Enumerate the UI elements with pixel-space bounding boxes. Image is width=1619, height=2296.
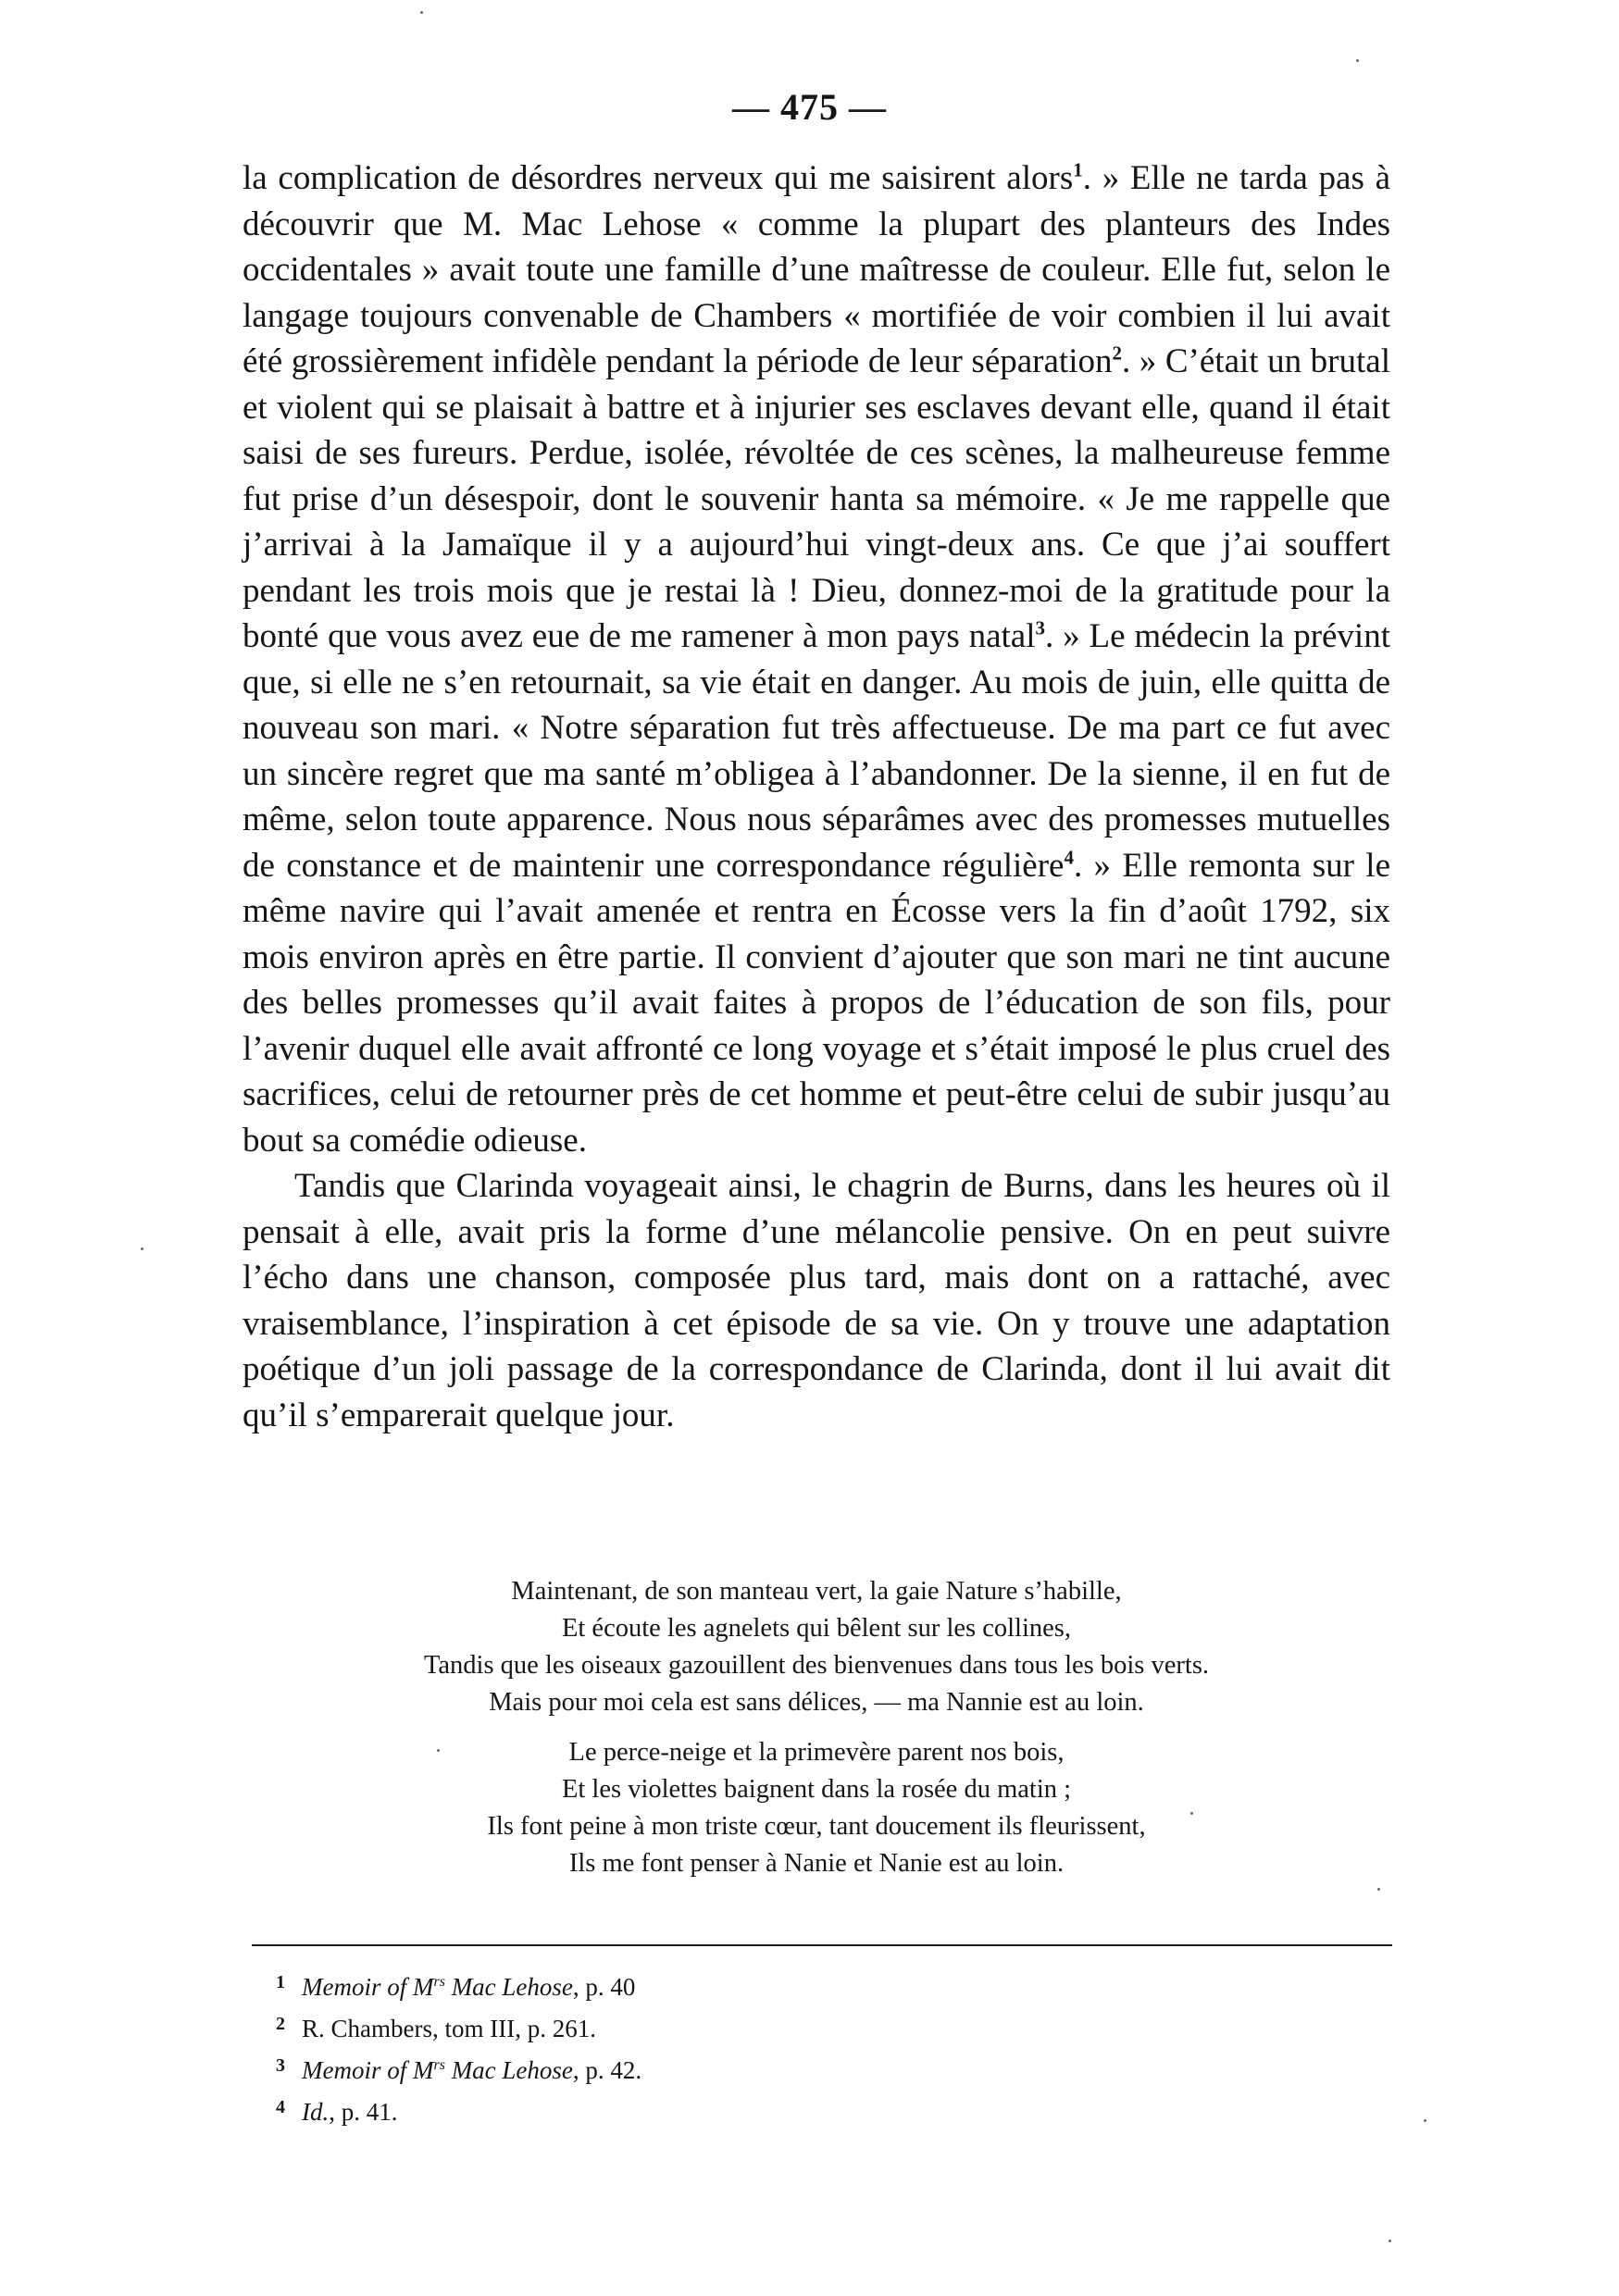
scan-speck: [1190, 1812, 1193, 1815]
scan-speck: [437, 1749, 440, 1752]
footnote-title: Id.: [302, 2098, 330, 2126]
footnotes: [276, 1964, 1202, 2130]
footnote-ref-text: , p. 41.: [329, 2098, 398, 2126]
footnote-divider: [252, 1944, 1392, 1946]
footnote-ref-text: , p. 40: [572, 1973, 636, 2001]
footnote-number: 1: [276, 1972, 285, 1992]
footnote-title-sup: rs: [433, 1974, 445, 1990]
page-number: — 475 —: [732, 86, 887, 128]
footnote-title: Memoir of M: [302, 2056, 434, 2084]
footnote-title-cont: Mac Lehose: [444, 1973, 573, 2001]
footnote-2: [276, 2005, 1202, 2047]
footnote-ref-3: 3: [1035, 616, 1046, 639]
poem-stanza-1: [243, 1573, 1390, 1721]
scan-speck: [1377, 1888, 1380, 1891]
poem-line: Et les violettes baignent dans la rosée du matin ;: [561, 1775, 1072, 1804]
paragraph-1-part-5: . » Elle remonta sur le même navire qui l’avait amenée et rentra en Écosse vers la fin d’août 1792, six mois environ après en être partie. Il convient d’ajouter que son mari ne tint aucune des belles promesses qu’il avait faites à propos de l’éducation de son fils, pour l’avenir duquel elle avait affronté ce long voyage et s’était imposé le plus cruel des sacrifices, celui de retourner près de cet homme et peut-être celui de subir jusqu’au bout sa comédie odieuse.: [243, 846, 1391, 1160]
footnote-ref-text: , p. 42.: [572, 2056, 642, 2084]
scan-speck: [1389, 2240, 1391, 2242]
paragraph-2: Tandis que Clarinda voyageait ainsi, le chagrin de Burns, dans les heures où il pensait à elle, avait pris la forme d’une mélancolie pensive. On en peut suivre l’écho dans une chanson, composée plus tard, mais dont on a rattaché, avec vraisemblance, l’inspiration à cet épisode de sa vie. On y trouve une adaptation poétique d’un joli passage de la correspondance de Clarinda, dont il lui avait dit qu’il s’emparerait quelque jour.: [243, 1167, 1390, 1434]
scan-speck: [1356, 59, 1359, 62]
main-text: [243, 155, 1390, 1438]
footnote-title-cont: Mac Lehose: [444, 2056, 573, 2084]
poem-line: Le perce-neige et la primevère parent nos bois,: [568, 1738, 1065, 1767]
poem-line: Mais pour moi cela est sans délices, — ma Nannie est au loin.: [489, 1688, 1144, 1717]
paragraph-1-part-2: . » Elle ne tarda pas à découvrir que M. Mac Lehose « comme la plupart des planteurs des Indes occidentales » avait toute une famille d’une maîtresse de couleur. Elle fut, selon le langage toujours convenable de Chambers « mortifiée de voir combien il lui avait été grossièrement infidèle pendant la période de leur séparation: [243, 159, 1390, 380]
paragraph-1: [243, 155, 1390, 1163]
footnote-number: 2: [276, 2014, 285, 2034]
footnote-3: [276, 2047, 1202, 2089]
footnote-ref-1: 1: [1073, 158, 1083, 181]
poem-line: Ils font peine à mon triste cœur, tant doucement ils fleurissent,: [487, 1812, 1146, 1841]
footnote-1: [276, 1964, 1202, 2005]
poem-stanza-2: [243, 1734, 1390, 1882]
footnote-title: Memoir of M: [302, 1973, 434, 2001]
scan-speck: [1424, 2119, 1426, 2122]
poem-line: Tandis que les oiseaux gazouillent des bienvenues dans tous les bois verts.: [423, 1651, 1210, 1680]
paragraph-1-part-4: . » Le médecin la prévint que, si elle ne s’en retournait, sa vie était en danger. Au mois de juin, elle quitta de nouveau son mari. « Notre séparation fut très affectueuse. De ma part ce fut avec un sincère regret que ma santé m’obligea à l’abandonner. De la sienne, il en fut de même, selon toute apparence. Nous nous séparâmes avec des promesses mutuelles de constance et de maintenir une correspondance régulière: [243, 617, 1390, 885]
footnote-4: [276, 2089, 1202, 2130]
paragraph-1-part-1: la complication de désordres nerveux qui me saisirent alors: [243, 159, 1074, 197]
footnote-ref-2: 2: [1112, 341, 1122, 365]
footnote-number: 3: [276, 2055, 285, 2076]
footnote-title-sup: rs: [433, 2057, 445, 2073]
scan-speck: [141, 1247, 143, 1250]
footnote-ref-text: R. Chambers, tom III, p. 261.: [302, 2015, 596, 2042]
scan-speck: [420, 11, 423, 14]
poem-line: Et écoute les agnelets qui bêlent sur les collines,: [561, 1614, 1072, 1643]
poem-line: Ils me font penser à Nanie et Nanie est au loin.: [568, 1849, 1065, 1878]
paragraph-1-part-3: . » C’était un brutal et violent qui se plaisait à battre et à injurier ses esclaves devant elle, quand il était saisi de ses fureurs. Perdue, isolée, révoltée de ces scènes, la malheureuse femme fut prise d’un désespoir, dont le souvenir hanta sa mémoire. « Je me rappelle que j’arrivai à la Jamaïque il y a aujourd’hui vingt-deux ans. Ce que j’ai souffert pendant les trois mois que je restai là ! Dieu, donnez-moi de la gratitude pour la bonté que vous avez eue de me ramener à mon pays natal: [243, 342, 1390, 655]
poem-line: Maintenant, de son manteau vert, la gaie Nature s’habille,: [511, 1577, 1122, 1606]
footnote-ref-4: 4: [1064, 846, 1074, 869]
footnote-number: 4: [276, 2097, 285, 2117]
